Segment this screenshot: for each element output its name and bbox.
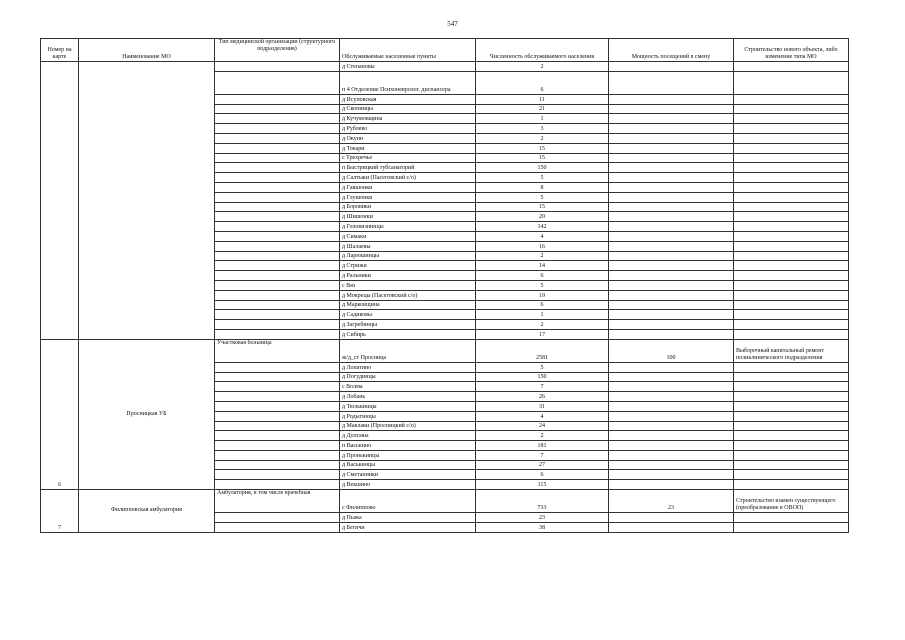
capacity-cell	[609, 522, 734, 532]
org-type-cell	[215, 143, 340, 153]
construction-cell	[734, 320, 849, 330]
construction-cell	[734, 280, 849, 290]
construction-cell	[734, 251, 849, 261]
settlement-cell: д Марковщина	[340, 300, 476, 310]
medical-organizations-table	[40, 38, 849, 533]
construction-cell	[734, 431, 849, 441]
settlement-cell: д Глушонки	[340, 192, 476, 202]
construction-cell	[734, 441, 849, 451]
org-type-cell	[215, 153, 340, 163]
population-cell: 15	[476, 143, 609, 153]
settlement-cell: д Шалаевы	[340, 241, 476, 251]
population-cell: 21	[476, 104, 609, 114]
population-cell: 150	[476, 372, 609, 382]
map-number-cell: 7	[41, 490, 79, 533]
population-cell: 1	[476, 310, 609, 320]
org-type-cell	[215, 372, 340, 382]
population-cell: 27	[476, 460, 609, 470]
population-cell: 115	[476, 480, 609, 490]
org-type-cell	[215, 133, 340, 143]
population-cell: 142	[476, 222, 609, 232]
org-type-cell: Участковая больница	[215, 339, 340, 362]
settlement-cell: д Головизнинцы	[340, 222, 476, 232]
map-number-cell: 6	[41, 339, 79, 489]
construction-cell	[734, 300, 849, 310]
capacity-cell	[609, 290, 734, 300]
org-type-cell	[215, 522, 340, 532]
org-type-cell	[215, 460, 340, 470]
settlement-cell: д Окунн	[340, 133, 476, 143]
settlement-cell: д Бегичи	[340, 522, 476, 532]
settlement-cell: д Маклаки (Просницкий с/о)	[340, 421, 476, 431]
construction-cell	[734, 212, 849, 222]
population-cell: 26	[476, 392, 609, 402]
construction-cell	[734, 480, 849, 490]
settlement-cell: д Степановы	[340, 62, 476, 72]
capacity-cell	[609, 222, 734, 232]
header-org-type: Тип медицинской организации (структурного подразделения)	[215, 39, 340, 62]
header-population: Численность обслуживаемого населения	[476, 39, 609, 62]
population-cell: 2	[476, 320, 609, 330]
org-type-cell	[215, 182, 340, 192]
capacity-cell	[609, 329, 734, 339]
settlement-cell: с Волма	[340, 382, 476, 392]
org-type-cell	[215, 450, 340, 460]
population-cell: 15	[476, 153, 609, 163]
org-type-cell	[215, 173, 340, 183]
construction-cell	[734, 421, 849, 431]
population-cell: 31	[476, 401, 609, 411]
population-cell: 15	[476, 202, 609, 212]
org-type-cell	[215, 261, 340, 271]
capacity-cell	[609, 153, 734, 163]
population-cell: 1	[476, 114, 609, 124]
population-cell: 20	[476, 212, 609, 222]
construction-cell	[734, 222, 849, 232]
org-type-cell	[215, 202, 340, 212]
org-type-cell: Амбулатория, в том числе врачебная	[215, 490, 340, 513]
capacity-cell	[609, 192, 734, 202]
capacity-cell	[609, 173, 734, 183]
settlement-cell: д Родыгинцы	[340, 411, 476, 421]
construction-cell	[734, 513, 849, 523]
settlement-cell: д Гавшонки	[340, 182, 476, 192]
org-type-cell	[215, 62, 340, 72]
header-construction: Строительство нового объекта, либо изменение типа МО	[734, 39, 849, 62]
settlement-cell: д Садиковы	[340, 310, 476, 320]
org-type-cell	[215, 300, 340, 310]
mo-name-cell: Просницкая УБ	[79, 339, 215, 489]
settlement-cell: д Стрижи	[340, 261, 476, 271]
capacity-cell	[609, 241, 734, 251]
org-type-cell	[215, 192, 340, 202]
population-cell: 2	[476, 251, 609, 261]
settlement-cell: с Вяз	[340, 280, 476, 290]
construction-cell	[734, 104, 849, 114]
construction-cell	[734, 362, 849, 372]
capacity-cell	[609, 104, 734, 114]
settlement-cell: д Загребинцы	[340, 320, 476, 330]
settlement-cell: д Симаки	[340, 231, 476, 241]
capacity-cell	[609, 450, 734, 460]
population-cell: 38	[476, 522, 609, 532]
settlement-cell: п Васькино	[340, 441, 476, 451]
population-cell: 6	[476, 300, 609, 310]
population-cell: 23	[476, 513, 609, 523]
settlement-cell: д Пронькинцы	[340, 450, 476, 460]
org-type-cell	[215, 114, 340, 124]
capacity-cell: 100	[609, 339, 734, 362]
construction-cell	[734, 192, 849, 202]
org-type-cell	[215, 411, 340, 421]
population-cell: 8	[476, 182, 609, 192]
construction-cell	[734, 401, 849, 411]
construction-cell	[734, 124, 849, 134]
population-cell: 181	[476, 441, 609, 451]
settlement-cell: д Лопатино	[340, 362, 476, 372]
construction-cell	[734, 231, 849, 241]
population-cell: 6	[476, 71, 609, 94]
population-cell: 2	[476, 62, 609, 72]
table-row	[41, 339, 849, 362]
population-cell: 7	[476, 450, 609, 460]
capacity-cell	[609, 251, 734, 261]
construction-cell	[734, 310, 849, 320]
org-type-cell	[215, 212, 340, 222]
capacity-cell	[609, 261, 734, 271]
population-cell: 6	[476, 470, 609, 480]
org-type-cell	[215, 241, 340, 251]
population-cell: 6	[476, 271, 609, 281]
construction-cell	[734, 261, 849, 271]
org-type-cell	[215, 392, 340, 402]
org-type-cell	[215, 231, 340, 241]
settlement-cell: д Долгаяы	[340, 431, 476, 441]
construction-cell	[734, 62, 849, 72]
construction-cell	[734, 71, 849, 94]
header-settlements: Обслуживаемые населенные пункты	[340, 39, 476, 62]
capacity-cell	[609, 372, 734, 382]
construction-cell	[734, 153, 849, 163]
settlement-cell: д Пыжа	[340, 513, 476, 523]
construction-cell	[734, 372, 849, 382]
capacity-cell	[609, 280, 734, 290]
mo-name-cell: Филипповская амбулатория	[79, 490, 215, 533]
capacity-cell	[609, 470, 734, 480]
capacity-cell	[609, 71, 734, 94]
org-type-cell	[215, 71, 340, 94]
settlement-cell: д Векшино	[340, 480, 476, 490]
org-type-cell	[215, 421, 340, 431]
construction-cell	[734, 143, 849, 153]
org-type-cell	[215, 124, 340, 134]
construction-cell: Выборочный капитальный ремонт поликлинического подразделения	[734, 339, 849, 362]
settlement-cell: д Скопинцы	[340, 104, 476, 114]
settlement-cell: д Ральники	[340, 271, 476, 281]
settlement-cell: д Токари	[340, 143, 476, 153]
org-type-cell	[215, 362, 340, 372]
org-type-cell	[215, 271, 340, 281]
org-type-cell	[215, 320, 340, 330]
construction-cell	[734, 411, 849, 421]
settlement-cell: д Тюлькинцы	[340, 401, 476, 411]
population-cell: 2581	[476, 339, 609, 362]
construction-cell	[734, 173, 849, 183]
capacity-cell	[609, 143, 734, 153]
capacity-cell	[609, 392, 734, 402]
capacity-cell	[609, 401, 734, 411]
construction-cell	[734, 163, 849, 173]
population-cell: 3	[476, 124, 609, 134]
construction-cell	[734, 470, 849, 480]
capacity-cell	[609, 114, 734, 124]
settlement-cell: д Исуповская	[340, 94, 476, 104]
capacity-cell	[609, 480, 734, 490]
population-cell: 2	[476, 431, 609, 441]
construction-cell	[734, 133, 849, 143]
population-cell: 4	[476, 231, 609, 241]
capacity-cell	[609, 320, 734, 330]
construction-cell	[734, 522, 849, 532]
population-cell: 14	[476, 261, 609, 271]
capacity-cell	[609, 163, 734, 173]
construction-cell	[734, 94, 849, 104]
population-cell: 5	[476, 192, 609, 202]
settlement-cell: д Сибирь	[340, 329, 476, 339]
settlement-cell: д Кучумовщина	[340, 114, 476, 124]
mo-name-cell	[79, 62, 215, 340]
capacity-cell	[609, 513, 734, 523]
capacity-cell	[609, 231, 734, 241]
settlement-cell: с Трехречье	[340, 153, 476, 163]
construction-cell	[734, 202, 849, 212]
construction-cell	[734, 450, 849, 460]
map-number-cell	[41, 62, 79, 340]
capacity-cell	[609, 460, 734, 470]
population-cell: 2	[476, 133, 609, 143]
capacity-cell	[609, 431, 734, 441]
construction-cell	[734, 392, 849, 402]
org-type-cell	[215, 251, 340, 261]
construction-cell: Строительство взамен существующего (преобразование в ОВОП)	[734, 490, 849, 513]
settlement-cell: д Салтыки (Пасеговский с/о)	[340, 173, 476, 183]
org-type-cell	[215, 470, 340, 480]
capacity-cell	[609, 300, 734, 310]
table-row	[41, 490, 849, 513]
construction-cell	[734, 382, 849, 392]
construction-cell	[734, 329, 849, 339]
settlement-cell: ж/д_ст Просница	[340, 339, 476, 362]
construction-cell	[734, 460, 849, 470]
org-type-cell	[215, 310, 340, 320]
population-cell: 17	[476, 329, 609, 339]
construction-cell	[734, 182, 849, 192]
settlement-cell: д Шишонки	[340, 212, 476, 222]
capacity-cell	[609, 441, 734, 451]
construction-cell	[734, 114, 849, 124]
population-cell: 7	[476, 382, 609, 392]
settlement-cell: п Быстрицкий тубсанаторий	[340, 163, 476, 173]
population-cell: 733	[476, 490, 609, 513]
settlement-cell: д Боровики	[340, 202, 476, 212]
capacity-cell	[609, 202, 734, 212]
capacity-cell	[609, 94, 734, 104]
table-header-row	[41, 39, 849, 62]
org-type-cell	[215, 222, 340, 232]
capacity-cell	[609, 382, 734, 392]
capacity-cell	[609, 421, 734, 431]
capacity-cell	[609, 133, 734, 143]
construction-cell	[734, 241, 849, 251]
capacity-cell: 23	[609, 490, 734, 513]
population-cell: 5	[476, 362, 609, 372]
capacity-cell	[609, 271, 734, 281]
org-type-cell	[215, 104, 340, 114]
org-type-cell	[215, 513, 340, 523]
settlement-cell: д Погудинцы	[340, 372, 476, 382]
org-type-cell	[215, 280, 340, 290]
settlement-cell: д Ларюшинцы	[340, 251, 476, 261]
org-type-cell	[215, 480, 340, 490]
population-cell: 5	[476, 173, 609, 183]
population-cell: 150	[476, 163, 609, 173]
org-type-cell	[215, 401, 340, 411]
org-type-cell	[215, 382, 340, 392]
org-type-cell	[215, 290, 340, 300]
capacity-cell	[609, 182, 734, 192]
population-cell: 5	[476, 280, 609, 290]
population-cell: 4	[476, 411, 609, 421]
org-type-cell	[215, 163, 340, 173]
capacity-cell	[609, 124, 734, 134]
settlement-cell: д Васькинцы	[340, 460, 476, 470]
table-row	[41, 62, 849, 72]
org-type-cell	[215, 431, 340, 441]
org-type-cell	[215, 441, 340, 451]
population-cell: 24	[476, 421, 609, 431]
capacity-cell	[609, 411, 734, 421]
construction-cell	[734, 271, 849, 281]
settlement-cell: д Сметанники	[340, 470, 476, 480]
capacity-cell	[609, 62, 734, 72]
capacity-cell	[609, 212, 734, 222]
settlement-cell: п 4 Отделение Психоневролог. диспансера	[340, 71, 476, 94]
org-type-cell	[215, 94, 340, 104]
population-cell: 11	[476, 94, 609, 104]
header-map-number: Номер на карте	[41, 39, 79, 62]
header-mo-name: Наименование МО	[79, 39, 215, 62]
capacity-cell	[609, 310, 734, 320]
population-cell: 16	[476, 241, 609, 251]
header-capacity: Мощность посещений в смену	[609, 39, 734, 62]
settlement-cell: д Лобань	[340, 392, 476, 402]
population-cell: 19	[476, 290, 609, 300]
page-number: 547	[447, 20, 458, 28]
settlement-cell: с Филиппово	[340, 490, 476, 513]
capacity-cell	[609, 362, 734, 372]
settlement-cell: д Рублево	[340, 124, 476, 134]
construction-cell	[734, 290, 849, 300]
org-type-cell	[215, 329, 340, 339]
settlement-cell: д Мокрецы (Пасеговский с/о)	[340, 290, 476, 300]
